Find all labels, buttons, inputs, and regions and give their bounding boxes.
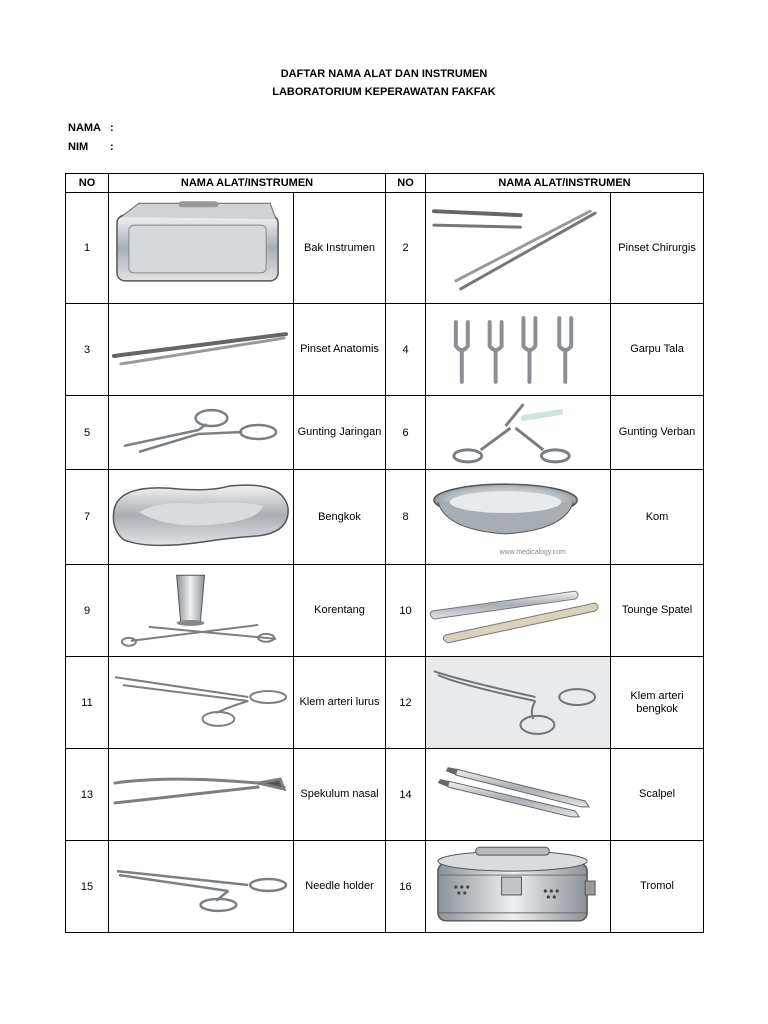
watermark-text: www.medicalogy.com: [499, 548, 566, 556]
nama-field: [68, 122, 114, 134]
nim-separator: :: [110, 141, 114, 153]
item-name: Bak Instrumen: [294, 193, 386, 304]
item-name: Korentang: [294, 565, 386, 657]
document-title: DAFTAR NAMA ALAT DAN INSTRUMEN: [280, 68, 488, 80]
item-name: Pinset Anatomis: [294, 304, 386, 396]
table-row: [66, 657, 704, 749]
item-no: 10: [386, 565, 426, 657]
item-no: 7: [66, 470, 109, 565]
header-no-right: NO: [386, 174, 426, 193]
item-name: Spekulum nasal: [294, 749, 386, 841]
curved-clamp-icon: [426, 657, 611, 749]
nim-label: NIM: [68, 141, 89, 153]
sterilizer-drum-icon: [426, 841, 611, 933]
table-row: [66, 470, 704, 565]
table-row: [66, 749, 704, 841]
item-name: Tromol: [611, 841, 704, 933]
kidney-dish-icon: [109, 470, 294, 565]
header-no-left: NO: [66, 174, 109, 193]
item-no: 3: [66, 304, 109, 396]
item-no: 12: [386, 657, 426, 749]
item-no: 16: [386, 841, 426, 933]
scalpel-icon: [426, 749, 611, 841]
item-no: 4: [386, 304, 426, 396]
item-name: Garpu Tala: [611, 304, 704, 396]
tongue-spatula-icon: [426, 565, 611, 657]
item-name: Bengkok: [294, 470, 386, 565]
item-no: 9: [66, 565, 109, 657]
table-row: [66, 565, 704, 657]
surgical-tweezers-icon: [426, 193, 611, 304]
item-no: 8: [386, 470, 426, 565]
table-row: [66, 193, 704, 304]
straight-clamp-icon: [109, 657, 294, 749]
table-row: [66, 396, 704, 470]
table-row: [66, 304, 704, 396]
nasal-speculum-icon: [109, 749, 294, 841]
item-name: Gunting Jaringan: [294, 396, 386, 470]
tissue-scissors-icon: [109, 396, 294, 470]
item-no: 5: [66, 396, 109, 470]
item-name: Klem arteri bengkok: [611, 657, 704, 749]
item-no: 6: [386, 396, 426, 470]
bandage-scissors-icon: [426, 396, 611, 470]
needle-holder-icon: [109, 841, 294, 933]
instrument-table: [65, 173, 704, 933]
item-name: Gunting Verban: [611, 396, 704, 470]
instrument-tray-icon: [109, 193, 294, 304]
table-header-row: [66, 174, 704, 193]
item-no: 1: [66, 193, 109, 304]
bowl-icon: [426, 470, 611, 565]
item-name: Tounge Spatel: [611, 565, 704, 657]
item-name: Needle holder: [294, 841, 386, 933]
anatomical-tweezers-icon: [109, 304, 294, 396]
nama-separator: :: [110, 122, 114, 134]
nim-field: [68, 141, 114, 153]
item-no: 15: [66, 841, 109, 933]
item-no: 11: [66, 657, 109, 749]
item-name: Klem arteri lurus: [294, 657, 386, 749]
header-name-left: NAMA ALAT/INSTRUMEN: [109, 174, 386, 193]
item-no: 2: [386, 193, 426, 304]
item-no: 14: [386, 749, 426, 841]
item-name: Pinset Chirurgis: [611, 193, 704, 304]
nama-label: NAMA: [68, 122, 101, 134]
item-name: Scalpel: [611, 749, 704, 841]
tuning-fork-icon: [426, 304, 611, 396]
header-name-right: NAMA ALAT/INSTRUMEN: [426, 174, 704, 193]
item-name: Kom: [611, 470, 704, 565]
document-subtitle: LABORATORIUM KEPERAWATAN FAKFAK: [272, 86, 496, 98]
forceps-jar-icon: [109, 565, 294, 657]
item-no: 13: [66, 749, 109, 841]
table-row: [66, 841, 704, 933]
